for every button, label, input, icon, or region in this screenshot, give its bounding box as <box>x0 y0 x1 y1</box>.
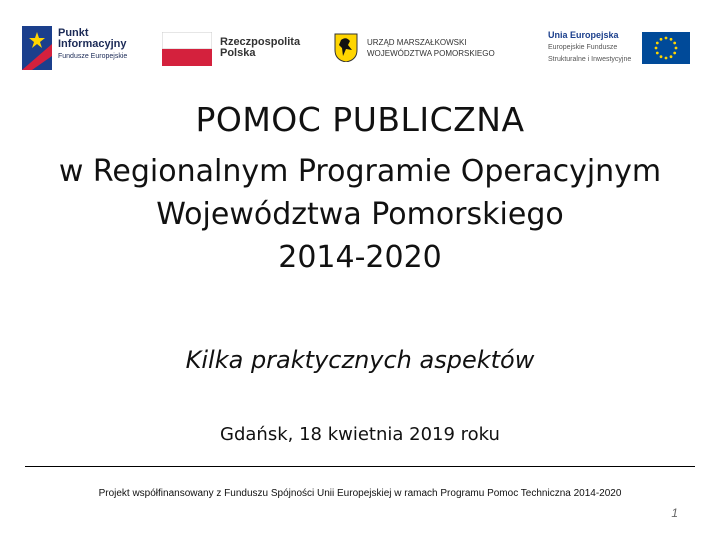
fe-line3: Fundusze Europejskie <box>58 53 128 60</box>
rp-line1: Rzeczpospolita <box>220 36 301 48</box>
subtitle-line1: w Regionalnym Programie Operacyjnym <box>58 154 662 189</box>
eu-flag-icon <box>642 32 690 64</box>
page-subtitle-block <box>0 150 720 279</box>
fe-star-icon <box>22 26 52 70</box>
page-title: POMOC PUBLICZNA <box>195 100 525 139</box>
rzeczpospolita-logo <box>162 18 307 78</box>
subtitle-line2: Województwa Pomorskiego <box>156 197 564 232</box>
urzad-marszalkowski-logo <box>333 18 518 78</box>
ue-line1: Unia Europejska <box>548 30 619 40</box>
fe-line2: Informacyjny <box>58 38 127 50</box>
tagline: Kilka praktycznych aspektów <box>185 346 535 374</box>
rp-line2: Polska <box>220 47 256 59</box>
unia-europejska-logo <box>548 18 698 78</box>
umwp-line1: URZĄD MARSZAŁKOWSKI <box>367 38 467 47</box>
logo-bar <box>0 18 720 78</box>
umwp-line2: WOJEWÓDZTWA POMORSKIEGO <box>367 49 495 58</box>
page-number: 1 <box>671 506 678 520</box>
footer-note: Projekt współfinansowany z Funduszu Spójności Unii Europejskiej w ramach Programu Pomoc Techniczna 2014-2020 <box>98 488 622 499</box>
griffin-emblem-icon <box>333 32 359 62</box>
polish-flag-icon <box>162 32 212 66</box>
fe-line1: Punkt <box>58 27 89 39</box>
ue-line3: Strukturalne i Inwestycyjne <box>548 56 632 63</box>
subtitle-line3: 2014-2020 <box>278 240 442 275</box>
date-location: Gdańsk, 18 kwietnia 2019 roku <box>220 424 500 445</box>
ue-line2: Europejskie Fundusze <box>548 44 618 51</box>
fundusze-europejskie-logo <box>22 18 162 78</box>
footer-divider <box>25 466 695 467</box>
